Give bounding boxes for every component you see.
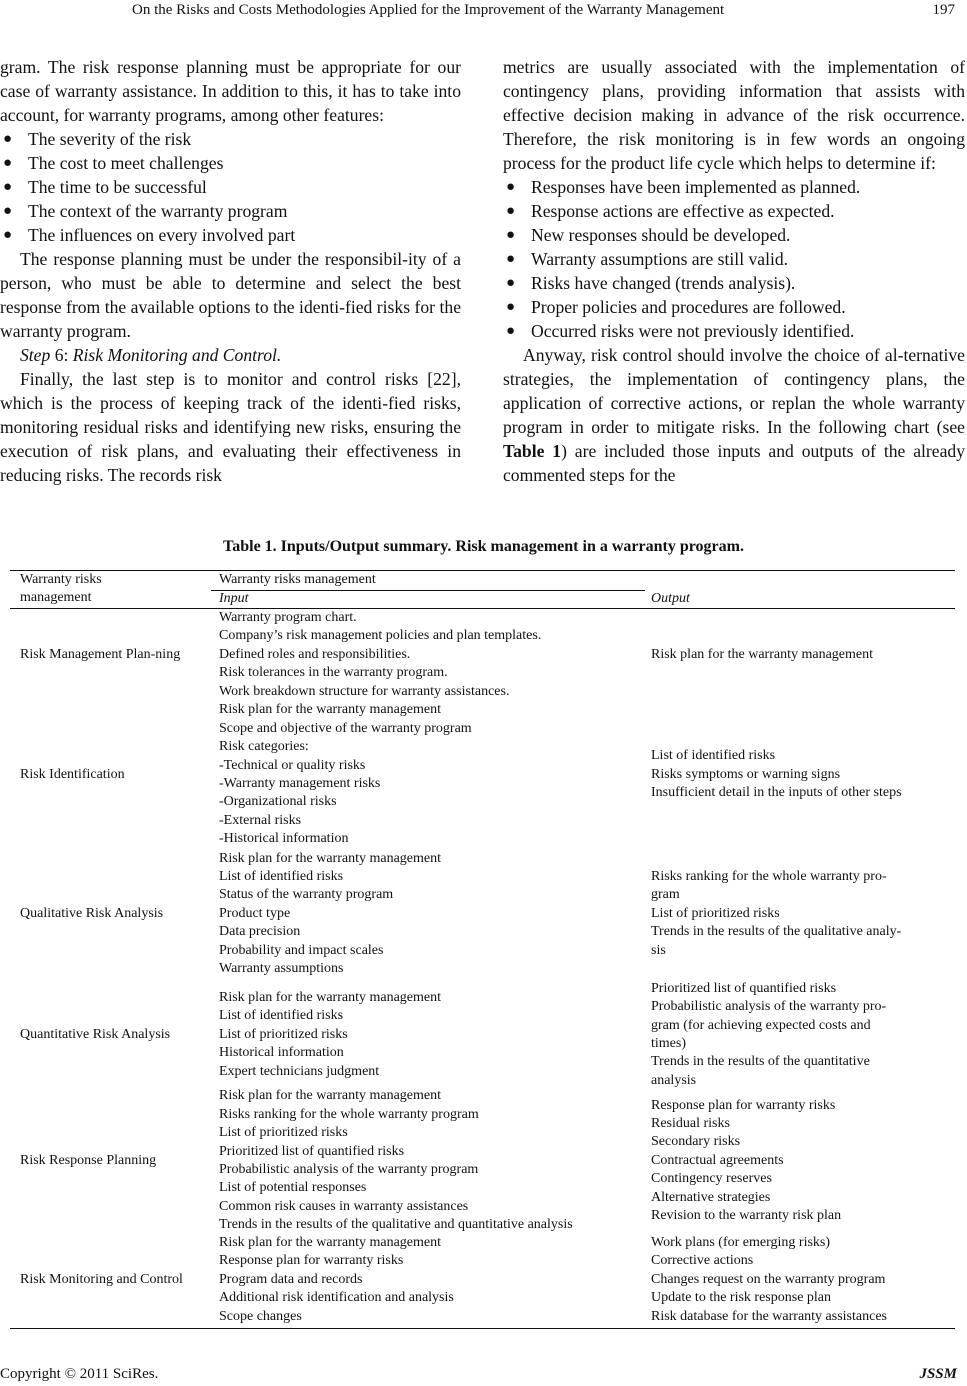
table-caption: Table 1. Inputs/Output summary. Risk management in a warranty program. <box>223 538 744 555</box>
bullet-icon: ● <box>3 203 13 219</box>
list-item: ● Risks have changed (trends analysis). <box>506 273 796 293</box>
table-reference: Table 1 <box>503 441 562 461</box>
row-inputs: Risk plan for the warranty management Response plan for warranty risks Program data and records Additional risk identification and analysis Scope changes <box>219 1234 454 1324</box>
list-item: ● Warranty assumptions are still valid. <box>506 249 789 269</box>
row-outputs: List of identified risks Risks symptoms or warning signs Insufficient detail in the inputs of other steps <box>651 748 902 801</box>
list-item: ● Responses have been implemented as planned. <box>506 177 861 197</box>
table-row <box>10 979 955 1091</box>
list-item: ● The influences on every involved part <box>3 225 296 245</box>
bullet-icon: ● <box>506 179 516 195</box>
table-row <box>10 1088 955 1233</box>
table-row <box>10 609 955 701</box>
row-inputs: Risk plan for the warranty management List of identified risks List of prioritized risks Historical information Expert technicians judgment <box>219 989 441 1079</box>
running-title: On the Risks and Costs Methodologies Applied for the Improvement of the Warranty Management <box>132 2 725 18</box>
bullet-icon: ● <box>506 299 516 315</box>
step-heading: Step 6: Risk Monitoring and Control. <box>20 345 282 365</box>
table-bottom-rule <box>10 1328 955 1329</box>
table-top-rule <box>10 570 955 571</box>
row-step-label: Quantitative Risk Analysis <box>20 1026 171 1042</box>
right-bullet-list <box>503 175 965 343</box>
bullet-icon: ● <box>3 179 13 195</box>
row-inputs: Risk plan for the warranty management Risks ranking for the whole warranty program List of prioritized risks Prioritized list of quantified risks Probabilistic analysis of the warranty program List of potential responses Common risk causes in warranty assistances Trends in the results of the qualitative and quantitative analysis <box>219 1088 573 1233</box>
row-outputs: Risks ranking for the whole warranty pro- gram List of prioritized risks Trends in the results of the qualitative analy- sis <box>651 868 902 958</box>
bullet-icon: ● <box>3 155 13 171</box>
bullet-icon: ● <box>3 131 13 147</box>
list-item: ● The severity of the risk <box>3 129 192 149</box>
right-paragraph-2: Anyway, risk control should involve the choice of al-ternative strategies, the implementation of contingency plans, the application of corrective actions, or replan the whole warranty program in order to mitigate risks. In the following chart (see Table 1) are included those inputs and outputs of the already commented steps for the <box>503 345 965 485</box>
header-group-label: Warranty risks management <box>219 572 376 587</box>
bullet-icon: ● <box>506 275 516 291</box>
left-bullet-list <box>0 127 461 247</box>
list-item: ● The cost to meet challenges <box>3 153 224 173</box>
left-column <box>0 55 461 487</box>
right-column <box>503 55 965 487</box>
row-outputs: Work plans (for emerging risks) Corrective actions Changes request on the warranty program Update to the risk response plan Risk database for the warranty assistances <box>651 1234 887 1324</box>
left-paragraph-2: The response planning must be under the responsibil-ity of a person, who must be able to determine and select the best response from the available options to the identi-fied risks for the warranty program. <box>0 249 461 341</box>
row-outputs: Prioritized list of quantified risks Probabilistic analysis of the warranty pro- gram (for achieving expected costs and times) Trends in the results of the quantitative analysis <box>651 980 887 1088</box>
row-step-label: Qualitative Risk Analysis <box>20 905 164 921</box>
row-inputs: Risk plan for the warranty management List of identified risks Status of the warranty program Product type Data precision Probability and impact scales Warranty assumptions <box>219 850 441 977</box>
left-paragraph-3: Finally, the last step is to monitor and control risks [22], which is the process of keeping track of the identi-fied risks, monitoring residual risks and identifying new risks, ensuring the execution of risk plans, and evaluating their effectiveness in reducing risks. The records risk <box>0 369 461 485</box>
running-header <box>0 2 967 24</box>
list-item: ● Occurred risks were not previously identified. <box>506 321 855 341</box>
list-item: ● The context of the warranty program <box>3 201 288 221</box>
row-outputs: Risk plan for the warranty management <box>651 646 873 662</box>
bullet-icon: ● <box>506 203 516 219</box>
header-step-label: Warranty risks management <box>20 572 102 606</box>
list-item: ● The time to be successful <box>3 177 207 197</box>
table-row <box>10 849 955 979</box>
row-outputs: Response plan for warranty risks Residual risks Secondary risks Contractual agreements Contingency reserves Alternative strategies Revision to the warranty risk plan <box>651 1097 842 1224</box>
header-input: Input <box>219 591 249 606</box>
table-group-rule <box>211 590 645 591</box>
bullet-icon: ● <box>506 251 516 267</box>
bullet-icon: ● <box>506 227 516 243</box>
journal-abbreviation: JSSM <box>919 1366 957 1382</box>
bullet-icon: ● <box>506 323 516 339</box>
list-item: ● Proper policies and procedures are followed. <box>506 297 846 317</box>
list-item: ● Response actions are effective as expected. <box>506 201 835 221</box>
table-row <box>10 1233 955 1327</box>
row-inputs: Risk plan for the warranty management Scope and objective of the warranty program Risk categories: -Technical or quality risks -Warranty management risks -Organizational risks -External risks -Historical information <box>219 702 472 847</box>
right-paragraph-1: metrics are usually associated with the implementation of contingency plans, providing information that assists with effective decision making in advance of the risk occurrence. Therefore, the risk monitoring is in few words an ongoing process for the product life cycle which helps to determine if: <box>503 57 965 173</box>
copyright-notice: Copyright © 2011 SciRes. <box>0 1366 159 1382</box>
row-inputs: Warranty program chart. Company’s risk management policies and plan templates. Defined roles and responsibilities. Risk tolerances in the warranty program. Work breakdown structure for warranty assistances. <box>219 609 542 699</box>
row-step-label: Risk Identification <box>20 766 125 782</box>
table-row <box>10 701 955 849</box>
page-number: 197 <box>932 2 955 18</box>
row-step-label: Risk Response Planning <box>20 1152 157 1168</box>
list-item: ● New responses should be developed. <box>506 225 791 245</box>
left-paragraph-1: gram. The risk response planning must be appropriate for our case of warranty assistance. In addition to this, it has to take into account, for warranty programs, among other features: <box>0 57 461 125</box>
row-step-label: Risk Management Plan-ning <box>20 646 181 662</box>
header-output: Output <box>651 591 690 606</box>
bullet-icon: ● <box>3 227 13 243</box>
row-step-label: Risk Monitoring and Control <box>20 1271 183 1287</box>
